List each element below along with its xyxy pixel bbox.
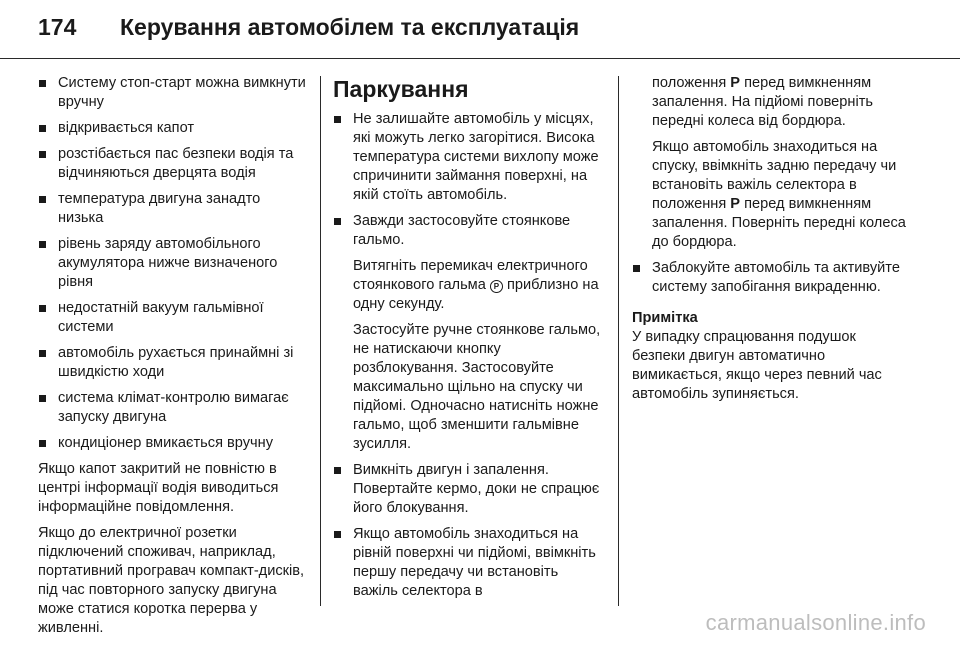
bullet-square-icon <box>39 196 46 203</box>
column-3 <box>632 74 907 411</box>
list-item: Вимкніть двигун і запалення. Повертайте кермо, доки не спрацює його блокування. <box>333 461 603 518</box>
list-item: відкривається капот <box>38 119 308 138</box>
manual-brake-paragraph: Застосуйте ручне стоянкове гальмо, не натискаючи кнопку розблокування. Застосовуйте максимально щільно на спуску чи підйомі. Одночасно натисніть ножне гальмо, щоб зменшити гальмівне зусилля. <box>353 322 601 452</box>
list-item: Не залишайте автомобіль у місцях, які можуть легко загорітися. Висока температура системи вихлопу може спричинити займання поверхні, на якій стоїть автомобіль. <box>333 110 603 205</box>
list-item: температура двигуна занадто низька <box>38 190 308 228</box>
column-divider-2 <box>618 76 619 606</box>
parking-steps-list <box>333 110 603 601</box>
note-title: Примітка <box>632 310 698 326</box>
uphill-paragraph: положення P перед вимкненням запалення. На підйомі поверніть передні колеса від бордюра. <box>652 75 873 129</box>
hood-message-paragraph: Якщо капот закритий не повністю в центрі інформації водія виводиться інформаційне повідомлення. <box>38 461 279 515</box>
bullet-square-icon <box>39 395 46 402</box>
stop-start-conditions-list <box>38 74 308 453</box>
power-interruption-paragraph: Якщо до електричної розетки підключений споживач, наприклад, портативний програвач компакт-дисків, під час повторного запуску двигуна може статися коротка перерва у живленні. <box>38 525 305 636</box>
lock-step-list <box>632 259 907 297</box>
list-item: Завжди застосовуйте стоянкове гальмо. Витягніть перемикач електричного стоянкового гальма P приблизно на одну секунду. Застосуйте ручне стоянкове гальмо, не натискаючи кнопку розблокування. Застосовуйте максимально щільно на спуску чи підйомі. Одночасно натисніть ножне гальмо, щоб зменшити гальмівне зусилля. <box>333 212 603 454</box>
list-item: система клімат-контролю вимагає запуску двигуна <box>38 389 308 427</box>
bullet-square-icon <box>334 218 341 225</box>
section-heading-parking: Паркування <box>333 76 469 102</box>
bullet-square-icon <box>39 440 46 447</box>
watermark: carmanualsonline.info <box>705 610 926 635</box>
bullet-square-icon <box>334 116 341 123</box>
list-item: Систему стоп-старт можна вимкнути вручну <box>38 74 308 112</box>
page-header <box>0 0 960 60</box>
electric-brake-paragraph: Витягніть перемикач електричного стоянкового гальма P приблизно на одну секунду. <box>353 258 599 312</box>
bullet-square-icon <box>39 125 46 132</box>
list-item: розстібається пас безпеки водія та відчиняються дверцята водія <box>38 145 308 183</box>
bullet-square-icon <box>39 305 46 312</box>
bullet-square-icon <box>334 467 341 474</box>
parking-brake-icon: P <box>490 280 503 293</box>
page-title: Керування автомобілем та експлуатація <box>120 14 580 40</box>
list-item: недостатній вакуум гальмівної системи <box>38 299 308 337</box>
page-number: 174 <box>38 14 77 40</box>
note-text: У випадку спрацювання подушок безпеки двигун автоматично вимикається, якщо через певний час автомобіль зупиняється. <box>632 329 882 402</box>
header-rule <box>0 58 960 59</box>
column-divider-1 <box>320 76 321 606</box>
downhill-paragraph: Якщо автомобіль знаходиться на спуску, ввімкніть задню передачу чи встановіть важіль селектора в положення P перед вимкненням запалення. Поверніть передні колеса до бордюра. <box>652 139 906 250</box>
list-item: автомобіль рухається принаймні зі швидкістю ходи <box>38 344 308 382</box>
bullet-square-icon <box>39 80 46 87</box>
bullet-square-icon <box>39 151 46 158</box>
bullet-square-icon <box>39 241 46 248</box>
list-item: Заблокуйте автомобіль та активуйте систему запобігання викраденню. <box>632 259 907 297</box>
column-1 <box>38 74 308 645</box>
bullet-square-icon <box>633 265 640 272</box>
list-item: Якщо автомобіль знаходиться на рівній поверхні чи підйомі, ввімкніть першу передачу чи встановіть важіль селектора в <box>333 525 603 601</box>
bullet-square-icon <box>39 350 46 357</box>
bullet-square-icon <box>334 531 341 538</box>
column-2 <box>333 76 603 608</box>
list-item: кондиціонер вмикається вручну <box>38 434 308 453</box>
list-item: рівень заряду автомобільного акумулятора нижче визначеного рівня <box>38 235 308 292</box>
